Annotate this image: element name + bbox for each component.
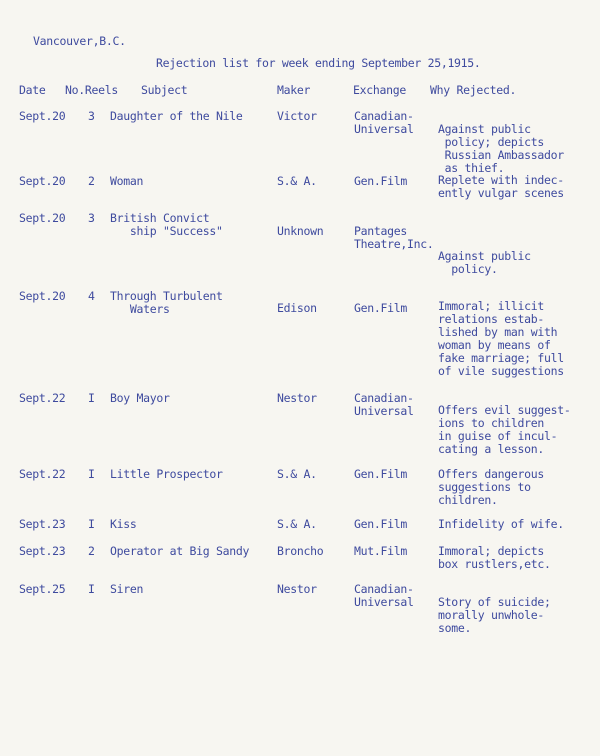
document-title: Rejection list for week ending September 25,1915. (156, 56, 481, 70)
row-maker: Broncho (277, 544, 324, 558)
row-subject: Woman (110, 174, 144, 188)
row-reels: I (88, 517, 95, 531)
row-maker: Nestor (277, 391, 317, 405)
row-why-rejected: Immoral; depicts box rustlers,etc. (438, 544, 551, 571)
row-why-rejected: Offers evil suggest- ions to children in guise of incul- cating a lesson. (438, 403, 571, 456)
row-exchange: Gen.Film (354, 174, 407, 188)
row-maker: Victor (277, 109, 317, 123)
header-date: Date (19, 83, 46, 97)
row-why-rejected: Immoral; illicit relations estab- lished by man with woman by means of fake marriage; full of vile suggestions (438, 299, 564, 378)
row-why-rejected: Against public policy. (438, 249, 531, 276)
row-date: Sept.20 (19, 174, 66, 188)
row-reels: 4 (88, 289, 95, 303)
row-subject: Boy Mayor (110, 391, 170, 405)
row-subject: Siren (110, 582, 144, 596)
row-maker: Unknown (277, 224, 324, 238)
row-date: Sept.23 (19, 517, 66, 531)
row-date: Sept.23 (19, 544, 66, 558)
row-exchange: Canadian- Universal (354, 582, 414, 609)
row-exchange: Canadian- Universal (354, 109, 414, 136)
row-why-rejected: Replete with indec- ently vulgar scenes (438, 173, 564, 200)
row-date: Sept.25 (19, 582, 66, 596)
row-maker: S.& A. (277, 517, 317, 531)
row-maker: Edison (277, 301, 317, 315)
row-subject: Operator at Big Sandy (110, 544, 250, 558)
row-why-rejected: Offers dangerous suggestions to children. (438, 467, 544, 507)
row-date: Sept.20 (19, 109, 66, 123)
row-reels: 3 (88, 109, 95, 123)
row-subject: Daughter of the Nile (110, 109, 243, 123)
row-exchange: Canadian- Universal (354, 391, 414, 418)
row-reels: I (88, 391, 95, 405)
row-subject: Little Prospector (110, 467, 223, 481)
place-heading: Vancouver,B.C. (33, 34, 126, 48)
row-subject: Kiss (110, 517, 137, 531)
row-reels: 2 (88, 174, 95, 188)
row-exchange: Gen.Film (354, 301, 407, 315)
row-exchange: Mut.Film (354, 544, 407, 558)
row-reels: I (88, 467, 95, 481)
header-no-reels: No.Reels (65, 83, 118, 97)
row-maker: Nestor (277, 582, 317, 596)
row-maker: S.& A. (277, 467, 317, 481)
header-exchange: Exchange (353, 83, 406, 97)
row-exchange: Pantages Theatre,Inc. (354, 224, 434, 251)
row-date: Sept.22 (19, 467, 66, 481)
row-reels: 3 (88, 211, 95, 225)
row-why-rejected: Infidelity of wife. (438, 517, 564, 531)
row-maker: S.& A. (277, 174, 317, 188)
row-exchange: Gen.Film (354, 517, 407, 531)
row-exchange: Gen.Film (354, 467, 407, 481)
row-reels: 2 (88, 544, 95, 558)
row-reels: I (88, 582, 95, 596)
row-why-rejected: Story of suicide; morally unwhole- some. (438, 595, 551, 635)
row-date: Sept.20 (19, 211, 66, 225)
header-maker: Maker (277, 83, 311, 97)
row-why-rejected: Against public policy; depicts Russian Ambassador as thief. (438, 122, 564, 175)
header-why-rejected: Why Rejected. (430, 83, 517, 97)
row-subject: British Convict ship "Success" (110, 211, 223, 238)
row-date: Sept.20 (19, 289, 66, 303)
header-subject: Subject (141, 83, 188, 97)
row-subject: Through Turbulent Waters (110, 289, 223, 316)
row-date: Sept.22 (19, 391, 66, 405)
